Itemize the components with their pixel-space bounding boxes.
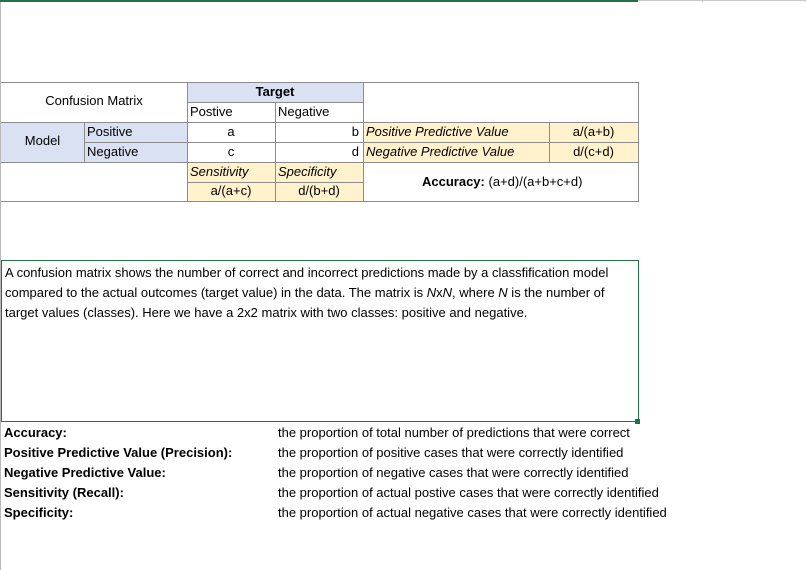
- target-negative-header: Negative: [278, 104, 330, 119]
- description-x: x: [436, 285, 443, 300]
- npv-formula[interactable]: d/(c+d): [573, 144, 614, 159]
- border: [638, 82, 639, 202]
- cell-a[interactable]: a: [227, 124, 235, 139]
- cell-b[interactable]: b: [351, 124, 359, 139]
- sensitivity-formula[interactable]: a/(a+c): [210, 183, 252, 198]
- description-n2: N: [442, 285, 453, 300]
- description-part3: is the number of target values (classes). Here we have a 2x2 matrix with two classes: positive and negative.: [5, 285, 605, 320]
- specificity-label: Specificity: [278, 164, 337, 179]
- definition-text: the proportion of positive cases that were correctly identified: [278, 445, 624, 460]
- model-header: Model: [24, 133, 61, 148]
- accuracy-formula: (a+d)/(a+b+c+d): [488, 174, 583, 189]
- model-negative-label: Negative: [87, 144, 139, 159]
- definition-text: the proportion of actual negative cases that were correctly identified: [278, 505, 667, 520]
- border: [363, 82, 364, 202]
- target-positive-header: Postive: [190, 104, 233, 119]
- definition-text: the proportion of total number of predictions that were correct: [278, 425, 630, 440]
- sensitivity-label: Sensitivity: [190, 164, 249, 179]
- textbox-resize-handle[interactable]: [635, 419, 640, 424]
- matrix-title: Confusion Matrix: [45, 93, 143, 108]
- definition-text: the proportion of actual postive cases that were correctly identified: [278, 485, 659, 500]
- description-n: N: [426, 285, 437, 300]
- accuracy-label: Accuracy:: [422, 174, 485, 189]
- npv-label: Negative Predictive Value: [366, 144, 515, 159]
- cell-c[interactable]: c: [227, 144, 235, 159]
- specificity-formula[interactable]: d/(b+d): [298, 183, 340, 198]
- definition-term: Sensitivity (Recall):: [4, 485, 124, 500]
- definition-term: Positive Predictive Value (Precision):: [4, 445, 233, 460]
- description-n3: N: [498, 285, 508, 300]
- definition-text: the proportion of negative cases that were correctly identified: [278, 465, 629, 480]
- model-positive-label: Positive: [87, 124, 133, 139]
- definition-term: Accuracy:: [4, 425, 67, 440]
- gridline-tick: [702, 0, 703, 2]
- definition-term: Negative Predictive Value:: [4, 465, 166, 480]
- gridline-top: [638, 0, 806, 1]
- description-textbox[interactable]: [1, 260, 639, 422]
- target-header: Target: [255, 84, 295, 99]
- cell-d[interactable]: d: [351, 144, 359, 159]
- description-part1: A confusion matrix shows the number of correct and incorrect predictions made by a classfification model compared to the actual outcomes (target value) in the data. The matrix is: [5, 265, 609, 300]
- border: [1, 201, 638, 202]
- selection-top-border: [0, 0, 638, 2]
- ppv-label: Positive Predictive Value: [366, 124, 509, 139]
- definition-term: Specificity:: [4, 505, 74, 520]
- accuracy-cell[interactable]: [422, 173, 638, 191]
- ppv-formula[interactable]: a/(a+b): [572, 124, 615, 139]
- description-part2: , where: [452, 285, 499, 300]
